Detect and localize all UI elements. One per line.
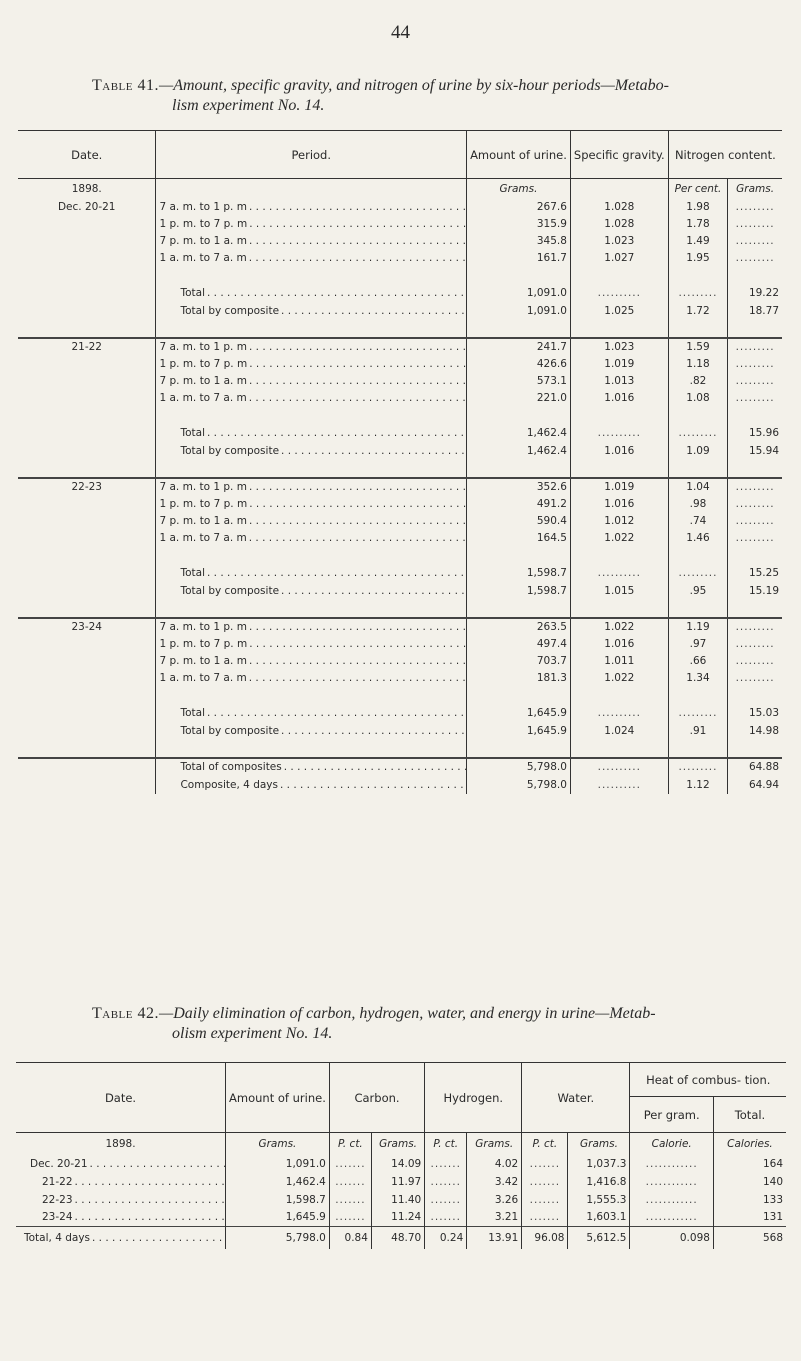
t41-gravity: 1.015	[570, 582, 668, 600]
t41-gravity: 1.022	[570, 670, 668, 687]
t41-amount: 315.9	[467, 216, 571, 233]
t41-gravity: 1.019	[570, 478, 668, 496]
t41-pct: 1.95	[668, 250, 728, 267]
t41-gravity: 1.028	[570, 216, 668, 233]
page-number: 44	[391, 22, 410, 43]
t42-c-pct: 0.84	[329, 1227, 371, 1249]
t41-total-label: Total by composite . . .	[156, 722, 467, 740]
t41-period-row	[18, 216, 782, 233]
blank-cell: .......	[329, 1209, 371, 1227]
blank-cell: .........	[668, 424, 728, 442]
t41-pct: .82	[668, 373, 728, 390]
blank-cell: .......	[329, 1173, 371, 1191]
t41-amount: 1,645.9	[467, 704, 571, 722]
t41-total-label: Total by composite . . .	[156, 582, 467, 600]
t41-pct: .97	[668, 636, 728, 653]
t42-unit-total: Calories.	[713, 1133, 786, 1155]
t41-gravity: 1.019	[570, 356, 668, 373]
t42-w-g: 1,555.3	[568, 1191, 630, 1209]
t42-per-gram: 0.098	[630, 1227, 713, 1249]
blank-cell: .......	[522, 1155, 568, 1173]
t41-total-label: Total by composite . . .	[156, 442, 467, 460]
t41-period-row	[18, 618, 782, 636]
t41-period: 7 a. m. to 1 p. m . . .	[156, 478, 467, 496]
t42-w-pct: 96.08	[522, 1227, 568, 1249]
t41-period: 7 p. m. to 1 a. m . . .	[156, 653, 467, 670]
t42-h-g: 3.26	[467, 1191, 522, 1209]
table42-title-line2: olism experiment No. 14.	[172, 1025, 333, 1042]
t41-pct: 1.49	[668, 233, 728, 250]
blank-cell: .......	[329, 1155, 371, 1173]
t42-unit-c-g: Grams.	[371, 1133, 424, 1155]
blank-cell: .........	[728, 390, 782, 407]
t41-amount: 1,091.0	[467, 284, 571, 302]
t41-amount: 1,598.7	[467, 582, 571, 600]
t42-date: 21-22 . . .	[16, 1173, 226, 1191]
table42-label: Table 42.	[92, 1005, 159, 1022]
blank-cell: .........	[668, 704, 728, 722]
blank-cell: .........	[728, 653, 782, 670]
t41-period-row	[18, 199, 782, 216]
t42-amount: 1,462.4	[226, 1173, 330, 1191]
t41-pct: .66	[668, 653, 728, 670]
t41-period: 1 p. m. to 7 p. m . . .	[156, 356, 467, 373]
t42-total-row	[16, 1227, 786, 1249]
blank-cell: .........	[728, 233, 782, 250]
t42-c-g: 11.40	[371, 1191, 424, 1209]
t41-header-date: Date.	[71, 147, 103, 162]
t41-total-row	[18, 776, 782, 794]
t42-header-amount: Amount of urine.	[226, 1063, 330, 1133]
t41-grams: 15.96	[728, 424, 782, 442]
t42-date: Total, 4 days . . .	[16, 1227, 226, 1249]
t41-total-label: Total by composite . . .	[156, 302, 467, 320]
blank-cell: .......	[329, 1191, 371, 1209]
t42-header-heat: Heat of combus- tion.	[630, 1063, 786, 1097]
blank-cell: .........	[728, 216, 782, 233]
t41-period-row	[18, 530, 782, 547]
table41-title-line2: lism experiment No. 14.	[172, 97, 325, 114]
t42-date: 22-23 . . .	[16, 1191, 226, 1209]
t41-period-row	[18, 496, 782, 513]
t41-gravity: 1.024	[570, 722, 668, 740]
t41-grams: 64.88	[728, 758, 782, 776]
t41-unit-percent: Per cent.	[668, 179, 728, 199]
table41-label: Table 41.	[92, 77, 159, 94]
t42-h-pct: 0.24	[425, 1227, 467, 1249]
t41-gravity: 1.023	[570, 233, 668, 250]
t42-unit-w-g: Grams.	[568, 1133, 630, 1155]
t42-h-g: 3.21	[467, 1209, 522, 1227]
t41-grams: 15.03	[728, 704, 782, 722]
t41-period-row	[18, 250, 782, 267]
t42-amount: 1,645.9	[226, 1209, 330, 1227]
t41-period: 1 a. m. to 7 a. m . . .	[156, 250, 467, 267]
t41-gravity: 1.028	[570, 199, 668, 216]
t42-w-g: 1,037.3	[568, 1155, 630, 1173]
table42	[16, 1062, 786, 1249]
blank-cell: .......	[522, 1173, 568, 1191]
t41-period: 1 a. m. to 7 a. m . . .	[156, 670, 467, 687]
t42-body	[16, 1133, 786, 1249]
t41-date: 21-22	[18, 338, 156, 356]
table42-caption	[92, 1004, 752, 1044]
t42-amount: 5,798.0	[226, 1227, 330, 1249]
t41-pct: 1.72	[668, 302, 728, 320]
t41-date: Dec. 20-21	[57, 201, 116, 213]
t42-header-carbon: Carbon.	[329, 1063, 424, 1133]
t41-amount: 352.6	[467, 478, 571, 496]
t41-pct: .91	[668, 722, 728, 740]
blank-cell: ..........	[570, 704, 668, 722]
t41-total-row	[18, 582, 782, 600]
blank-cell: .......	[425, 1173, 467, 1191]
t41-header-gravity: Specific gravity.	[570, 131, 668, 179]
t41-pct: 1.34	[668, 670, 728, 687]
t41-period-row	[18, 478, 782, 496]
t41-total-row	[18, 758, 782, 776]
t41-period: 1 a. m. to 7 a. m . . .	[156, 530, 467, 547]
t41-period: 7 p. m. to 1 a. m . . .	[156, 233, 467, 250]
t41-amount: 426.6	[467, 356, 571, 373]
t41-date: 22-23	[18, 478, 156, 496]
blank-cell: ............	[630, 1209, 713, 1227]
t42-row	[16, 1209, 786, 1227]
t41-amount: 573.1	[467, 373, 571, 390]
t41-header-nitrogen: Nitrogen content.	[668, 131, 782, 179]
t41-header-amount: Amount of urine.	[467, 131, 571, 179]
t42-row	[16, 1191, 786, 1209]
t41-grams: 64.94	[728, 776, 782, 794]
t41-gravity: 1.027	[570, 250, 668, 267]
t42-date: 23-24 . . .	[16, 1209, 226, 1227]
t42-row	[16, 1173, 786, 1191]
t41-period-row	[18, 373, 782, 390]
blank-cell: .......	[425, 1191, 467, 1209]
t42-date: Dec. 20-21 . . .	[16, 1155, 226, 1173]
t42-header-hydrogen: Hydrogen.	[425, 1063, 522, 1133]
t42-unit-per-gram: Calorie.	[630, 1133, 713, 1155]
t42-year: 1898.	[105, 1137, 136, 1150]
t41-grams: 15.19	[728, 582, 782, 600]
blank-cell: .........	[668, 564, 728, 582]
t41-header-period: Period.	[156, 131, 467, 179]
t41-amount: 703.7	[467, 653, 571, 670]
blank-cell: .........	[668, 284, 728, 302]
t41-total-label: Composite, 4 days . . .	[156, 776, 467, 794]
blank-cell: .........	[728, 250, 782, 267]
t41-period: 7 a. m. to 1 p. m . . .	[156, 618, 467, 636]
t41-total-row	[18, 284, 782, 302]
t41-period: 7 a. m. to 1 p. m . . .	[156, 199, 467, 216]
t41-amount: 1,462.4	[467, 424, 571, 442]
t41-unit-grams: Grams.	[467, 179, 571, 199]
t41-amount: 241.7	[467, 338, 571, 356]
table42-title-line1: —Daily elimination of carbon, hydrogen, water, and energy in urine—Metab-	[159, 1005, 656, 1022]
t41-pct: .98	[668, 496, 728, 513]
t41-period-row	[18, 653, 782, 670]
t41-period: 1 p. m. to 7 p. m . . .	[156, 496, 467, 513]
t41-period: 7 p. m. to 1 a. m . . .	[156, 373, 467, 390]
t42-c-g: 11.97	[371, 1173, 424, 1191]
blank-cell: .......	[425, 1155, 467, 1173]
t42-h-g: 3.42	[467, 1173, 522, 1191]
t41-pct: 1.78	[668, 216, 728, 233]
t41-period-row	[18, 636, 782, 653]
t41-gravity: 1.013	[570, 373, 668, 390]
blank-cell: .......	[522, 1191, 568, 1209]
t41-gravity: 1.016	[570, 636, 668, 653]
blank-cell: ............	[630, 1155, 713, 1173]
t42-w-g: 1,603.1	[568, 1209, 630, 1227]
table41-title-line1: —Amount, specific gravity, and nitrogen of urine by six-hour periods—Metabo-	[159, 77, 670, 94]
t41-amount: 5,798.0	[467, 776, 571, 794]
t41-amount: 164.5	[467, 530, 571, 547]
t41-gravity: 1.025	[570, 302, 668, 320]
t41-pct: 1.46	[668, 530, 728, 547]
t41-amount: 1,645.9	[467, 722, 571, 740]
t41-amount: 497.4	[467, 636, 571, 653]
t41-period-row	[18, 390, 782, 407]
t41-amount: 221.0	[467, 390, 571, 407]
t41-amount: 267.6	[467, 199, 571, 216]
t42-c-g: 11.24	[371, 1209, 424, 1227]
t41-amount: 5,798.0	[467, 758, 571, 776]
t41-gravity: 1.022	[570, 530, 668, 547]
t42-unit-h-pct: P. ct.	[425, 1133, 467, 1155]
t42-amount: 1,091.0	[226, 1155, 330, 1173]
t41-period-row	[18, 670, 782, 687]
t41-total-row	[18, 424, 782, 442]
t41-gravity: 1.016	[570, 390, 668, 407]
t42-header-date: Date.	[104, 1090, 137, 1105]
t42-h-g: 4.02	[467, 1155, 522, 1173]
t41-grams: 14.98	[728, 722, 782, 740]
t42-c-g: 14.09	[371, 1155, 424, 1173]
t41-amount: 1,462.4	[467, 442, 571, 460]
t41-pct: .95	[668, 582, 728, 600]
blank-cell: ..........	[570, 424, 668, 442]
blank-cell: .........	[728, 530, 782, 547]
t41-amount: 263.5	[467, 618, 571, 636]
t41-amount: 345.8	[467, 233, 571, 250]
t41-pct: 1.98	[668, 199, 728, 216]
t41-date: 23-24	[18, 618, 156, 636]
t41-pct: 1.19	[668, 618, 728, 636]
t41-grams: 19.22	[728, 284, 782, 302]
t42-w-g: 5,612.5	[568, 1227, 630, 1249]
t42-unit-h-g: Grams.	[467, 1133, 522, 1155]
t41-gravity: 1.016	[570, 496, 668, 513]
blank-cell: .........	[728, 199, 782, 216]
t41-pct: 1.09	[668, 442, 728, 460]
t42-unit-amount: Grams.	[226, 1133, 330, 1155]
blank-cell: .......	[522, 1209, 568, 1227]
t41-body	[18, 179, 782, 794]
t42-total: 131	[713, 1209, 786, 1227]
t42-row	[16, 1155, 786, 1173]
t41-period: 1 p. m. to 7 p. m . . .	[156, 216, 467, 233]
t42-unit-w-pct: P. ct.	[522, 1133, 568, 1155]
t41-pct: 1.59	[668, 338, 728, 356]
t41-grams: 15.25	[728, 564, 782, 582]
t41-period: 1 p. m. to 7 p. m . . .	[156, 636, 467, 653]
blank-cell: .........	[728, 513, 782, 530]
t41-pct: 1.04	[668, 478, 728, 496]
t41-gravity: 1.023	[570, 338, 668, 356]
t42-w-g: 1,416.8	[568, 1173, 630, 1191]
t42-header-water: Water.	[522, 1063, 630, 1133]
t41-total-row	[18, 442, 782, 460]
t41-period-row	[18, 513, 782, 530]
t41-gravity: 1.011	[570, 653, 668, 670]
t41-total-label: Total . . .	[156, 284, 467, 302]
blank-cell: .......	[425, 1209, 467, 1227]
blank-cell: ..........	[570, 564, 668, 582]
t41-amount: 161.7	[467, 250, 571, 267]
blank-cell: .........	[728, 496, 782, 513]
t41-gravity: 1.012	[570, 513, 668, 530]
t41-total-row	[18, 722, 782, 740]
blank-cell: .........	[728, 670, 782, 687]
t42-total: 568	[713, 1227, 786, 1249]
t41-period-row	[18, 233, 782, 250]
blank-cell: .........	[668, 758, 728, 776]
t41-total-label: Total . . .	[156, 564, 467, 582]
blank-cell: ..........	[570, 284, 668, 302]
blank-cell: ............	[630, 1173, 713, 1191]
t41-grams: 15.94	[728, 442, 782, 460]
t41-amount: 1,598.7	[467, 564, 571, 582]
blank-cell: .........	[728, 636, 782, 653]
t41-amount: 1,091.0	[467, 302, 571, 320]
t41-year: 1898.	[71, 182, 102, 195]
blank-cell: ..........	[570, 776, 668, 794]
t41-pct: .74	[668, 513, 728, 530]
t41-period-row	[18, 338, 782, 356]
t42-total: 140	[713, 1173, 786, 1191]
t41-period-row	[18, 356, 782, 373]
t41-amount: 181.3	[467, 670, 571, 687]
blank-cell: ............	[630, 1191, 713, 1209]
t42-unit-c-pct: P. ct.	[329, 1133, 371, 1155]
t41-total-label: Total . . .	[156, 424, 467, 442]
table41-caption	[92, 76, 752, 116]
t42-amount: 1,598.7	[226, 1191, 330, 1209]
blank-cell: .........	[728, 618, 782, 636]
t41-grams: 18.77	[728, 302, 782, 320]
table41	[18, 130, 782, 794]
t42-header-total: Total.	[713, 1097, 786, 1133]
t41-amount: 590.4	[467, 513, 571, 530]
blank-cell: .........	[728, 478, 782, 496]
t41-gravity: 1.016	[570, 442, 668, 460]
blank-cell: .........	[728, 356, 782, 373]
t42-header-per-gram: Per gram.	[630, 1097, 713, 1133]
t41-total-label: Total of composites . . .	[156, 758, 467, 776]
t42-total: 164	[713, 1155, 786, 1173]
t41-gravity: 1.022	[570, 618, 668, 636]
t41-pct: 1.12	[668, 776, 728, 794]
blank-cell: .........	[728, 373, 782, 390]
t42-h-g: 13.91	[467, 1227, 522, 1249]
t41-total-row	[18, 564, 782, 582]
t42-c-g: 48.70	[371, 1227, 424, 1249]
t41-amount: 491.2	[467, 496, 571, 513]
t41-total-row	[18, 704, 782, 722]
t41-period: 7 a. m. to 1 p. m . . .	[156, 338, 467, 356]
blank-cell: ..........	[570, 758, 668, 776]
t41-total-row	[18, 302, 782, 320]
t41-total-label: Total . . .	[156, 704, 467, 722]
t41-pct: 1.18	[668, 356, 728, 373]
blank-cell: .........	[728, 338, 782, 356]
t41-period: 1 a. m. to 7 a. m . . .	[156, 390, 467, 407]
t41-period: 7 p. m. to 1 a. m . . .	[156, 513, 467, 530]
t41-pct: 1.08	[668, 390, 728, 407]
t42-total: 133	[713, 1191, 786, 1209]
t41-unit-grams2: Grams.	[728, 179, 782, 199]
